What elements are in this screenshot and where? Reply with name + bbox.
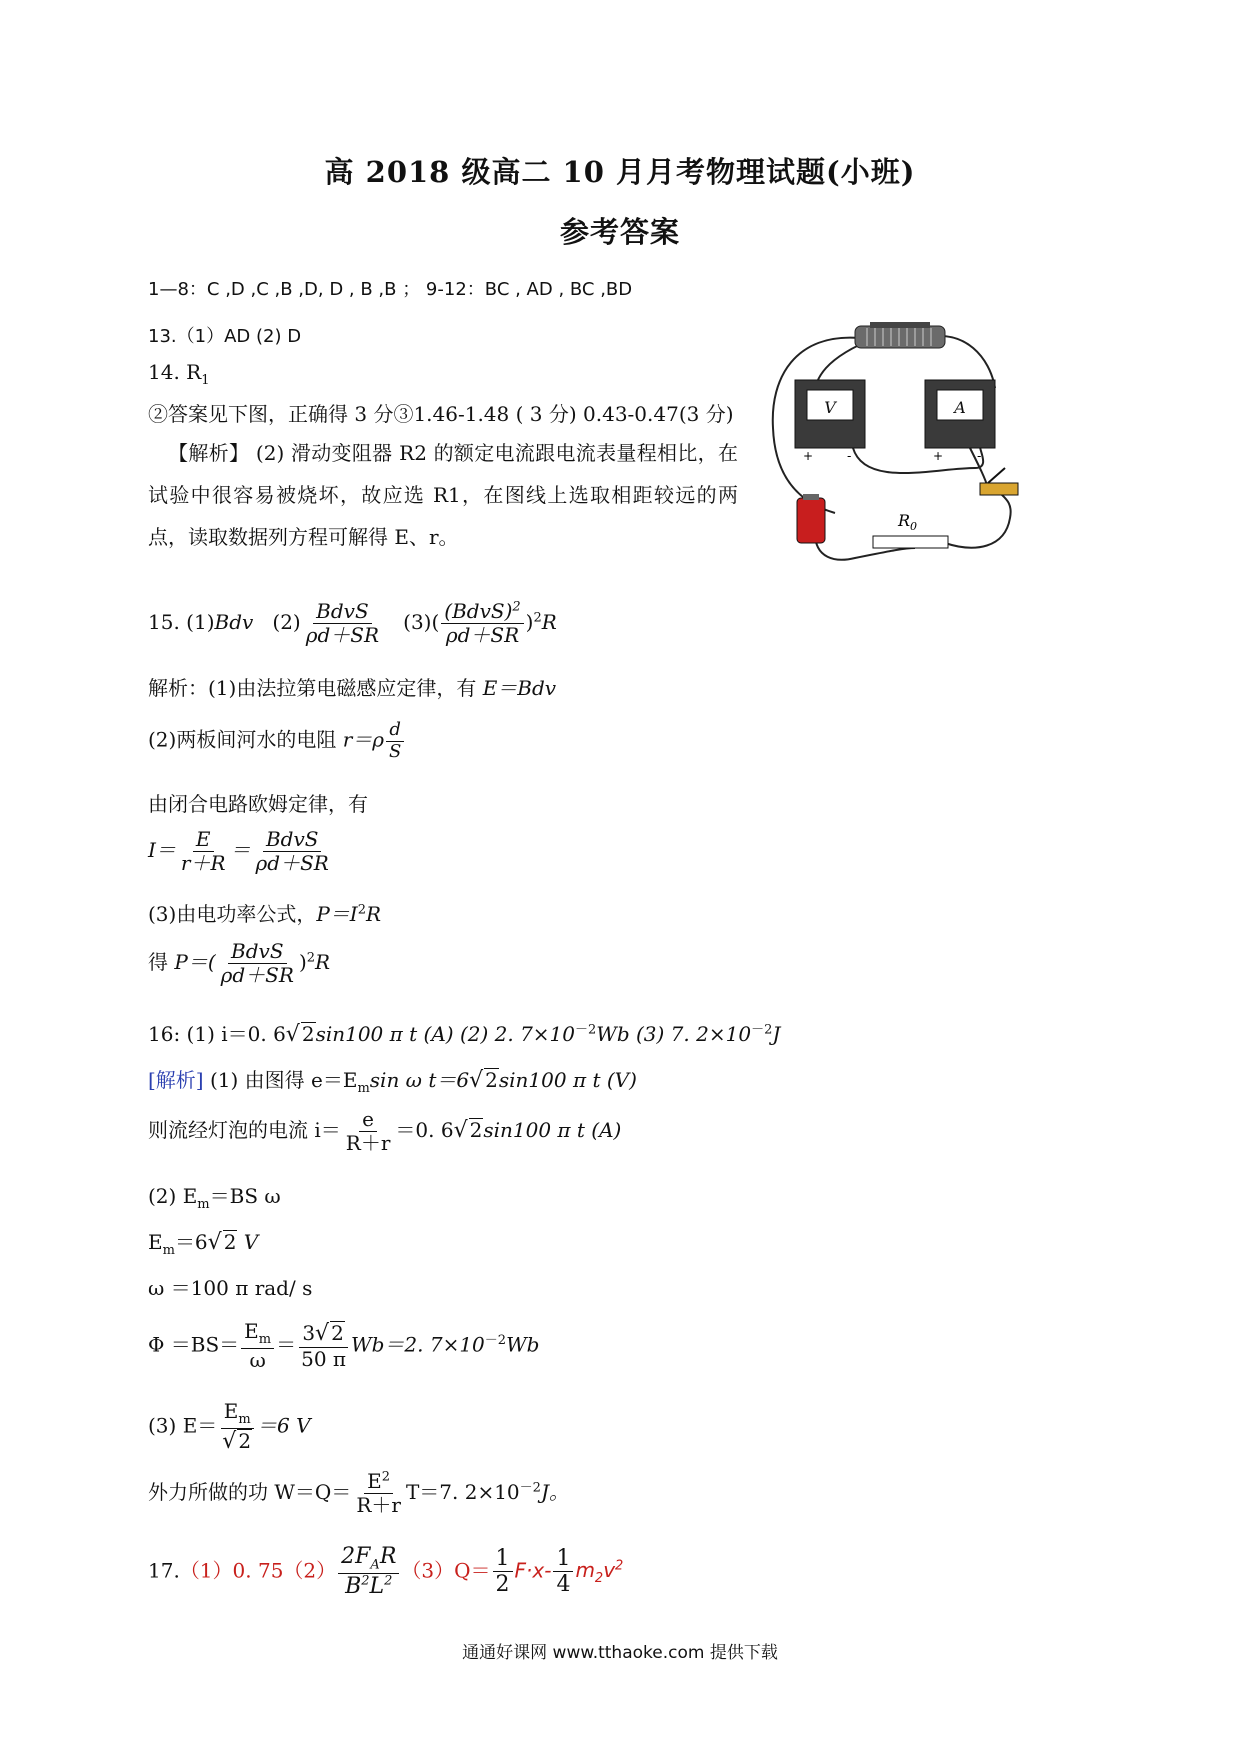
q15-s5-tail: R bbox=[365, 902, 382, 926]
q17-fx: F·x- bbox=[514, 1558, 552, 1583]
q16-analysis-label: [解析] bbox=[148, 1068, 204, 1092]
q16-l1b: sin100 π t (A) (2) 2. 7×10 bbox=[315, 1022, 575, 1046]
q15-frac2-den: ρd＋SR bbox=[305, 623, 380, 647]
q16-l8ns: m bbox=[238, 1412, 251, 1427]
sqrt-icon: √ bbox=[453, 1118, 468, 1143]
q15-s4-den1: r＋R bbox=[180, 851, 226, 875]
q16-l7-frac1 bbox=[241, 1320, 274, 1372]
q16-l2s: m bbox=[357, 1081, 370, 1096]
q16-l9-frac bbox=[353, 1470, 404, 1517]
q15-s2-den: S bbox=[389, 740, 402, 762]
q15-s2-num: d bbox=[386, 720, 404, 742]
mc-answers: 1—8：C ,D ,C ,B ,D, D , B ,B ； 9-12：BC , AD , BC ,BD bbox=[148, 279, 633, 300]
wire-resistor-switch bbox=[945, 493, 1011, 548]
q16-l8b: ＝6 V bbox=[257, 1413, 311, 1438]
q16-l3b: ＝0. 6 bbox=[395, 1118, 454, 1142]
q15-s6-tail2: R bbox=[315, 950, 331, 974]
q16-l5s: m bbox=[162, 1243, 175, 1258]
page-footer: 通通好课网 www.tthaoke.com 提供下载 bbox=[462, 1643, 778, 1663]
q15-frac3-num-text: (BdvS) bbox=[444, 599, 513, 623]
q15-s6-tail: ) bbox=[298, 950, 307, 974]
q15-s6-den: ρd＋SR bbox=[220, 963, 294, 987]
q15-frac3-num-exp: 2 bbox=[512, 599, 521, 615]
q15-s6-exp: 2 bbox=[306, 950, 316, 966]
q16-l5a: E bbox=[148, 1230, 163, 1254]
resistor-r0-letter: R bbox=[898, 511, 911, 530]
q16-l3d: R＋r bbox=[345, 1131, 391, 1155]
q16-l5b: ＝6 bbox=[174, 1230, 208, 1254]
q15-s2 bbox=[148, 720, 406, 762]
q17-frac1 bbox=[338, 1544, 399, 1600]
q17-q2: 4 bbox=[556, 1572, 571, 1598]
q17-de2: 2 bbox=[384, 1574, 393, 1589]
q16-l7n2-text: 3 bbox=[302, 1321, 316, 1346]
sqrt-icon: √ bbox=[469, 1068, 484, 1093]
q16-l7-frac2 bbox=[298, 1321, 349, 1370]
q15-s6-frac bbox=[218, 940, 297, 987]
voltmeter-minus: - bbox=[847, 449, 852, 463]
q16-l7n-text: E bbox=[244, 1319, 259, 1343]
battery-icon bbox=[797, 498, 825, 543]
q14-answer: ②答案见下图，正确得 3 分③1.46-1.48 ( 3 分) 0.43-0.47(3 分) bbox=[148, 402, 734, 426]
q17-frac2 bbox=[493, 1546, 513, 1598]
q15-frac2-num: BdvS bbox=[313, 600, 372, 624]
q17-d-text: B bbox=[345, 1574, 362, 1600]
q15-s4 bbox=[148, 828, 334, 875]
q16-l9n-text: E bbox=[367, 1469, 382, 1493]
sqrt-icon: √ bbox=[222, 1428, 237, 1454]
q15-s6 bbox=[148, 940, 330, 987]
q15-s4-frac2 bbox=[253, 828, 332, 875]
q16-l7n2 bbox=[299, 1321, 348, 1347]
q17-frac3 bbox=[553, 1546, 573, 1598]
q14-label bbox=[148, 360, 210, 388]
q15-s1 bbox=[148, 672, 556, 701]
q16-l1e1: －2 bbox=[575, 1022, 597, 1038]
q16-l8-frac bbox=[219, 1400, 255, 1454]
q17-d bbox=[342, 1574, 395, 1599]
q15-s4-eq: ＝ bbox=[230, 838, 251, 862]
q16-l1r: 2 bbox=[301, 1022, 315, 1046]
q15-a1: Bdv bbox=[214, 610, 254, 634]
q16-l3r: 2 bbox=[469, 1118, 483, 1142]
battery-terminal bbox=[803, 494, 819, 500]
q16-l8d bbox=[219, 1429, 255, 1454]
q14-label-sub: 1 bbox=[201, 373, 210, 388]
q16-l8n-text: E bbox=[223, 1399, 239, 1423]
q16-l7d2: 50 π bbox=[301, 1346, 347, 1371]
q17-mv bbox=[575, 1558, 624, 1587]
q15-s5-exp: 2 bbox=[357, 902, 366, 918]
q17-n-text: 2F bbox=[341, 1544, 371, 1569]
q16-l8n bbox=[221, 1400, 254, 1429]
q15-s1-eq: E＝Bdv bbox=[482, 676, 557, 700]
q17-prefix: 17. bbox=[148, 1558, 180, 1583]
q15-s5 bbox=[148, 898, 381, 927]
wire-voltmeter-switch bbox=[853, 445, 985, 473]
q17-d2: L bbox=[369, 1574, 385, 1600]
q16-l9a: 外力所做的功 W＝Q＝ bbox=[148, 1480, 352, 1504]
q15-s6-num: BdvS bbox=[228, 940, 287, 964]
q16-l4a: (2) E bbox=[148, 1184, 198, 1208]
q16-l1c: Wb (3) 7. 2×10 bbox=[596, 1022, 752, 1046]
q15-frac3 bbox=[441, 600, 523, 647]
q16-l4 bbox=[148, 1180, 281, 1212]
sqrt-icon: √ bbox=[207, 1230, 222, 1255]
q16-l1d: J bbox=[772, 1022, 781, 1046]
resistor-r0-sub: 0 bbox=[910, 520, 918, 533]
q16-l5 bbox=[148, 1226, 258, 1258]
page-subtitle: 参考答案 bbox=[559, 215, 680, 249]
q15-prefix: 15. (1) bbox=[148, 610, 215, 634]
q14-label-text: 14. R bbox=[148, 360, 202, 384]
q16-l7d3: Wb bbox=[506, 1332, 540, 1357]
q15-frac3-num bbox=[441, 600, 523, 624]
q16-l9n bbox=[364, 1470, 393, 1494]
q16-l9b: T＝7. 2×10 bbox=[405, 1480, 520, 1504]
q17-nt: R bbox=[379, 1544, 397, 1569]
q16-l5c: V bbox=[237, 1230, 259, 1254]
q17-mvs: 2 bbox=[594, 1571, 604, 1587]
q16-l7r: 2 bbox=[331, 1321, 344, 1346]
q17-a1: （1）0. 75（2） bbox=[179, 1558, 337, 1583]
q15-s6-eq: P＝( bbox=[174, 950, 216, 974]
q16-l4s: m bbox=[197, 1197, 210, 1212]
q16-l1e2: －2 bbox=[751, 1022, 773, 1038]
q15-tail-exp: 2 bbox=[533, 610, 542, 626]
q16-l7e: －2 bbox=[484, 1332, 507, 1348]
voltmeter-plus: + bbox=[803, 449, 814, 463]
switch-icon bbox=[980, 483, 1018, 495]
q17-mv-text: m bbox=[575, 1558, 595, 1583]
ammeter-minus: - bbox=[977, 449, 982, 463]
circuit-diagram bbox=[755, 318, 1025, 578]
q15-frac2 bbox=[303, 600, 382, 647]
q16-l7c: Wb＝2. 7×10 bbox=[351, 1332, 485, 1357]
q16-l9ne: 2 bbox=[381, 1469, 391, 1485]
q17-mvv: v bbox=[603, 1558, 616, 1583]
q14-analysis: 【解析】 (2) 滑动变阻器 R2 的额定电流跟电流表量程相比，在试验中很容易被烧坏，故应选 R1，在图线上选取相距较远的两点，读取数据列方程可解得 E、r。 bbox=[148, 441, 738, 549]
q15-s2-frac bbox=[386, 720, 404, 762]
q16-l7 bbox=[148, 1320, 539, 1372]
page-title: 高 2018 级高二 10 月月考物理试题(小班) bbox=[324, 155, 916, 189]
q16-l3n: e bbox=[359, 1108, 377, 1132]
q16-l8 bbox=[148, 1400, 311, 1454]
q16-l7ns: m bbox=[258, 1332, 272, 1347]
q15-s6-text: 得 bbox=[148, 950, 175, 974]
q16-l7a: Φ ＝BS＝ bbox=[148, 1332, 240, 1357]
q15-s4-num2: BdvS bbox=[263, 828, 322, 852]
q15-frac3-den: ρd＋SR bbox=[445, 623, 520, 647]
ammeter-plus: + bbox=[933, 449, 944, 463]
q15-s1-text: 解析：(1)由法拉第电磁感应定律，有 bbox=[148, 676, 483, 700]
q16-l7d: ω bbox=[249, 1347, 266, 1372]
q16-l5r: 2 bbox=[223, 1230, 237, 1254]
q17-mve: 2 bbox=[615, 1558, 624, 1574]
q16-l2a: (1) 由图得 e＝E bbox=[203, 1068, 358, 1092]
q16-l9c: J。 bbox=[540, 1480, 569, 1504]
q16-l2b: sin ω t＝6 bbox=[369, 1068, 470, 1092]
switch-lever bbox=[988, 468, 1005, 483]
q16-l6: ω ＝100 π rad/ s bbox=[148, 1276, 313, 1300]
resistor-r0-icon bbox=[873, 536, 948, 548]
rheostat-slider bbox=[870, 322, 930, 328]
q15-s4-frac1 bbox=[178, 828, 229, 875]
q17-de: 2 bbox=[361, 1574, 370, 1589]
q16-l3a: 则流经灯泡的电流 i＝ bbox=[148, 1118, 341, 1142]
q15-s4-num1: E bbox=[193, 828, 214, 852]
q15-s4-a: I＝ bbox=[148, 838, 176, 862]
q16-answer bbox=[148, 1018, 780, 1047]
q15-s5-eq: P＝I bbox=[316, 902, 358, 926]
q17-h2: 2 bbox=[495, 1572, 510, 1598]
q16-l2r: 2 bbox=[485, 1068, 498, 1092]
voltmeter-symbol: V bbox=[824, 398, 836, 417]
q16-l2 bbox=[148, 1064, 637, 1096]
q16-l2c: sin100 π t (V) bbox=[498, 1068, 637, 1092]
q17-answer bbox=[148, 1544, 623, 1600]
q16-l1a: 16: (1) i＝0. 6 bbox=[148, 1022, 286, 1046]
q15-s5-text: (3)由电功率公式， bbox=[148, 902, 317, 926]
q15-p3: (3)( bbox=[403, 610, 440, 634]
q16-l3 bbox=[148, 1108, 621, 1155]
ammeter-symbol: A bbox=[954, 398, 966, 417]
q16-l9 bbox=[148, 1470, 569, 1517]
q15-tail2: R bbox=[541, 610, 557, 634]
q16-l4b: ＝BS ω bbox=[209, 1184, 281, 1208]
q16-l7n bbox=[241, 1320, 274, 1349]
resistor-r0-label bbox=[897, 511, 917, 533]
q16-l3c: sin100 π t (A) bbox=[483, 1118, 622, 1142]
q13-answer: 13.（1）AD (2) D bbox=[148, 326, 302, 347]
q16-l9d: R＋r bbox=[356, 1493, 401, 1517]
q15-s2-eq: r＝ρ bbox=[342, 727, 385, 752]
q17-q1: 1 bbox=[553, 1546, 573, 1572]
sqrt-icon: √ bbox=[285, 1022, 300, 1047]
q15-s2-text: (2)两板间河水的电阻 bbox=[148, 727, 343, 752]
q17-a3: （3）Q＝ bbox=[401, 1558, 491, 1583]
q16-l7b: ＝ bbox=[276, 1332, 297, 1357]
q17-h1: 1 bbox=[493, 1546, 513, 1572]
q17-ns: A bbox=[370, 1557, 380, 1573]
q16-l8r: 2 bbox=[238, 1428, 252, 1453]
q15-tail: ) bbox=[525, 610, 534, 634]
q16-l9e: －2 bbox=[519, 1480, 541, 1496]
q16-l8a: (3) E＝ bbox=[148, 1413, 218, 1438]
q16-l3-frac bbox=[343, 1108, 394, 1155]
q15-s4-den2: ρd＋SR bbox=[255, 851, 329, 875]
sqrt-icon: √ bbox=[315, 1321, 330, 1347]
q15-p2: (2) bbox=[272, 610, 301, 634]
q17-n bbox=[338, 1544, 399, 1574]
q15-s3: 由闭合电路欧姆定律，有 bbox=[148, 792, 368, 816]
q15-answer bbox=[148, 600, 557, 647]
